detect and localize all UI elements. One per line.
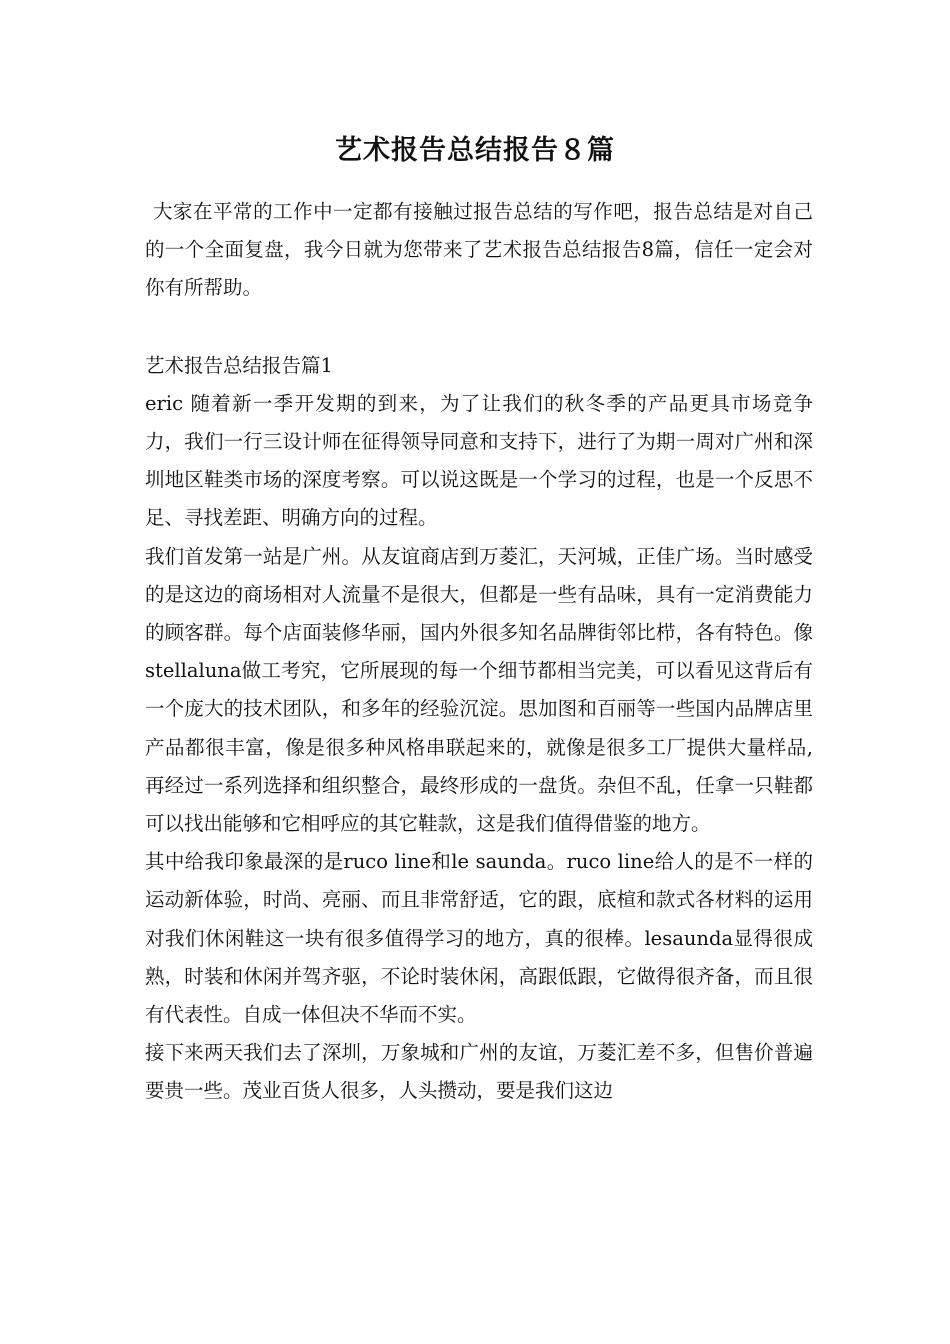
document-title: 艺术报告总结报告８篇 [335,135,615,166]
body-paragraph: 我们首发第一站是广州。从友谊商店到万菱汇，天河城，正佳广场。当时感受的是这边的商场相对人流量不是很大，但都是一些有品味，具有一定消费能力的顾客群。每个店面装修华丽，国内外很多知名品牌街邻比栉，各有特色。像stellaluna做工考究，它所展现的每一个细节都相当完美，可以看见这背后有一个庞大的技术团队，和多年的经验沉淀。思加图和百丽等一些国内品牌店里产品都很丰富，像是很多种风格串联起来的，就像是很多工厂提供大量样品,再经过一系列选择和组织整合，最终形成的一盘货。杂但不乱，任拿一只鞋都可以找出能够和它相呼应的其它鞋款，这是我们值得借鉴的地方。 [145,544,813,836]
section-heading: 艺术报告总结报告篇1 [145,353,333,377]
document-body [145,193,813,1111]
body-paragraph: 接下来两天我们去了深圳，万象城和广州的友谊，万菱汇差不多，但售价普遍要贵一些。茂业百货人很多，人头攒动，要是我们这边 [145,1041,813,1103]
intro-paragraph: 大家在平常的工作中一定都有接触过报告总结的写作吧，报告总结是对自己的一个全面复盘，我今日就为您带来了艺术报告总结报告8篇，信任一定会对你有所帮助。 [145,200,813,300]
paragraph-spacer [145,308,813,347]
body-paragraph: 其中给我印象最深的是ruco line和le saunda。ruco line给人的是不一样的运动新体验，时尚、亮丽、而且非常舒适，它的跟，底楦和款式各材料的运用对我们休闲鞋这一块有很多值得学习的地方，真的很棒。lesaunda显得很成熟，时装和休闲并驾齐驱，不论时装休闲，高跟低跟，它做得很齐备，而且很有代表性。自成一体但决不华而不实。 [145,850,813,1027]
body-paragraph: eric 随着新一季开发期的到来，为了让我们的秋冬季的产品更具市场竞争力，我们一行三设计师在征得领导同意和支持下，进行了为期一周对广州和深圳地区鞋类市场的深度考察。可以说这既是一个学习的过程，也是一个反思不足、寻找差距、明确方向的过程。 [145,391,813,530]
